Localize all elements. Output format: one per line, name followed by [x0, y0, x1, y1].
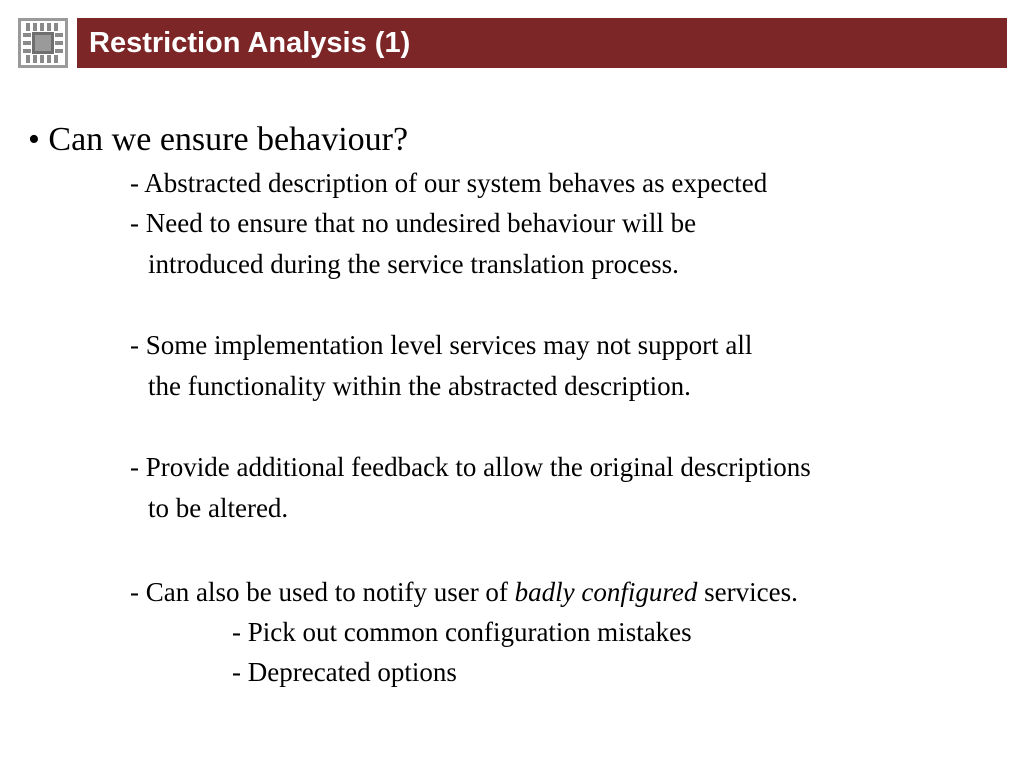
text-line: - Abstracted description of our system behaves as expected	[130, 168, 768, 198]
text-line: to be altered.	[148, 493, 289, 523]
emphasized-text: badly configured	[514, 577, 698, 607]
sub-text-line: - Pick out common configuration mistakes	[232, 617, 692, 647]
chip-icon	[18, 18, 68, 68]
text-line: introduced during the service translation process.	[148, 249, 679, 279]
text-line: - Provide additional feedback to allow the original descriptions	[130, 452, 811, 482]
text-line: - Need to ensure that no undesired behaviour will be	[130, 208, 697, 238]
text-segment: - Can also be used to notify user of	[130, 577, 515, 607]
text-line	[130, 575, 798, 609]
title-bar	[77, 18, 1007, 68]
text-line: the functionality within the abstracted description.	[148, 371, 691, 401]
bullet-heading: • Can we ensure behaviour?	[28, 121, 409, 158]
text-line: - Some implementation level services may not support all	[130, 330, 753, 360]
text-segment: services.	[697, 577, 798, 607]
sub-text-line: - Deprecated options	[232, 657, 457, 687]
slide-title: Restriction Analysis (1)	[89, 27, 411, 59]
